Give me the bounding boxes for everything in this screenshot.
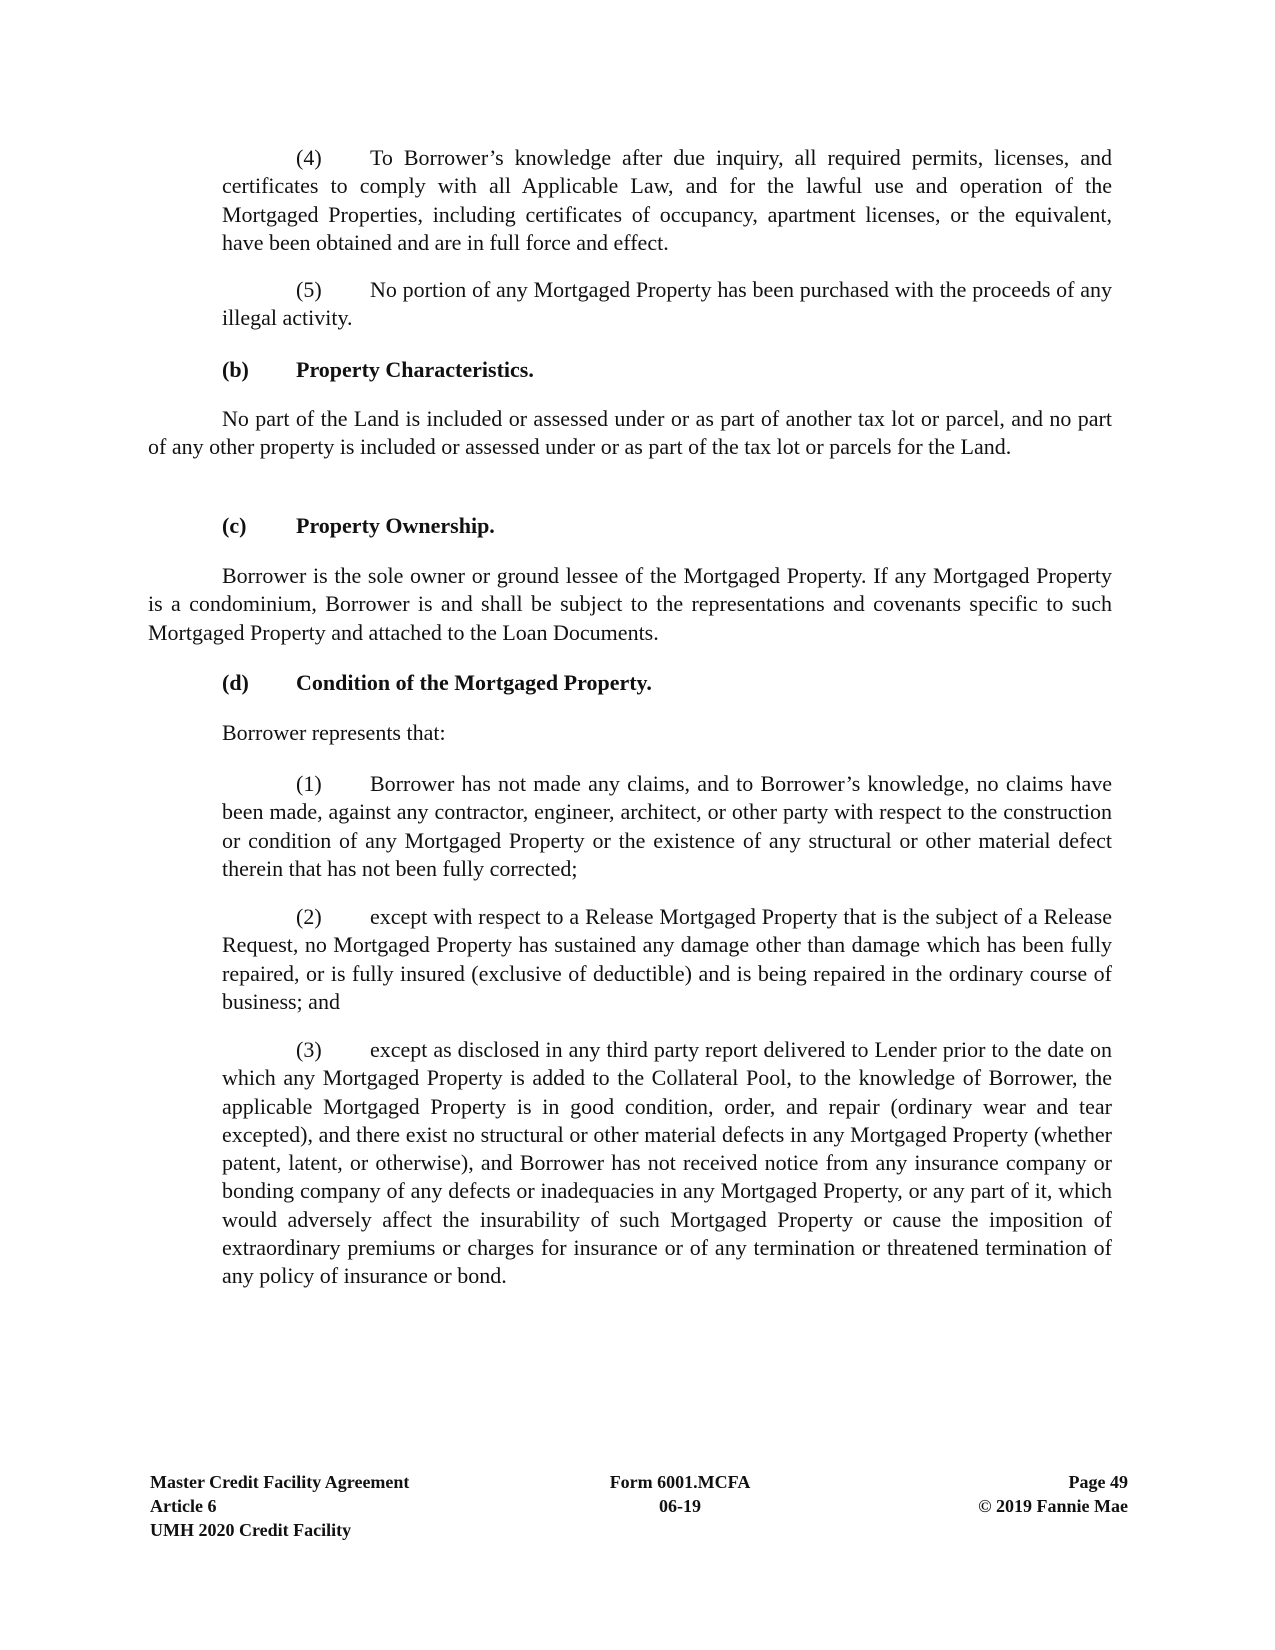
heading-b [222,356,534,384]
paragraph-d1-text: Borrower has not made any claims, and to Borrower’s knowledge, no claims have been made, against any contractor, engineer, architect, or other party with respect to the construction or condition of any Mortgaged Property or the existence of any structural or other material defect therein that has not been fully corrected; [222,771,1112,881]
heading-d [222,669,652,697]
paragraph-4-text: To Borrower’s knowledge after due inquiry, all required permits, licenses, and certificates to comply with all Applicable Law, and for the lawful use and operation of the Mortgaged Properties, including certificates of occupancy, apartment licenses, or the equivalent, have been obtained and are in full force and effect. [222,145,1112,255]
paragraph-d1-number: (1) [296,771,322,796]
paragraph-d2 [222,903,1112,1016]
footer-form-number: Form 6001.MCFA [609,1472,751,1492]
footer-right [880,1470,1128,1518]
property-characteristics-text: No part of the Land is included or assessed under or as part of another tax lot or parcel, and no part of any other property is included or assessed under or as part of the tax lot or parcels for the Land. [148,406,1112,460]
condition-intro: Borrower represents that: [222,720,446,745]
footer-form-date: 06-19 [659,1496,701,1516]
footer-copyright: © 2019 Fannie Mae [978,1496,1128,1516]
heading-c-title: Property Ownership. [296,513,495,538]
footer-page-number: Page 49 [1068,1472,1128,1492]
paragraph-5 [222,276,1112,333]
paragraph-d2-text: except with respect to a Release Mortgaged Property that is the subject of a Release Request, no Mortgaged Property has sustained any damage other than damage which has been fully repaired, or is fully insured (exclusive of deductible) and is being repaired in the ordinary course of business; and [222,904,1112,1014]
paragraph-d1 [222,770,1112,883]
heading-c [222,512,495,540]
heading-b-title: Property Characteristics. [296,357,534,382]
footer-center [550,1470,810,1518]
footer-article: Article 6 [150,1496,217,1516]
paragraph-5-number: (5) [296,277,322,302]
paragraph-d3 [222,1036,1112,1291]
heading-b-number: (b) [222,357,249,382]
heading-d-number: (d) [222,670,249,695]
paragraph-d3-text: except as disclosed in any third party report delivered to Lender prior to the date on which any Mortgaged Property is added to the Collateral Pool, to the knowledge of Borrower, the applicable Mortgaged Property is in good condition, order, and repair (ordinary wear and tear excepted), and there exist no structural or other material defects in any Mortgaged Property (whether patent, latent, or otherwise), and Borrower has not received notice from any insurance company or bonding company of any defects or inadequacies in any Mortgaged Property, or any part of it, which would adversely affect the insurability of such Mortgaged Property or cause the imposition of extraordinary premiums or charges for insurance or of any termination or threatened termination of any policy of insurance or bond. [222,1037,1112,1289]
paragraph-4 [222,144,1112,257]
paragraph-d3-number: (3) [296,1037,322,1062]
heading-c-number: (c) [222,513,247,538]
footer-facility-name: UMH 2020 Credit Facility [150,1520,352,1540]
paragraph-d2-number: (2) [296,904,322,929]
heading-d-title: Condition of the Mortgaged Property. [296,670,652,695]
paragraph-4-number: (4) [296,145,322,170]
footer-left [150,1470,409,1542]
paragraph-5-text: No portion of any Mortgaged Property has been purchased with the proceeds of any illegal activity. [222,277,1112,331]
footer-agreement-title: Master Credit Facility Agreement [150,1472,410,1492]
property-ownership-text: Borrower is the sole owner or ground lessee of the Mortgaged Property. If any Mortgaged Property is a condominium, Borrower is and shall be subject to the representations and covenants specific to such Mortgaged Property and attached to the Loan Documents. [148,563,1112,645]
